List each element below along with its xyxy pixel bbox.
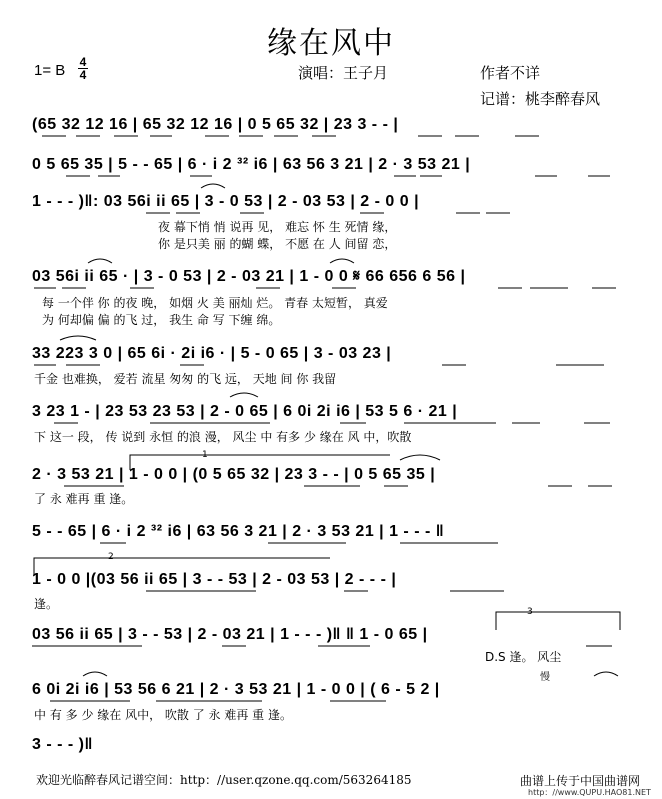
volta-bracket-1 xyxy=(130,455,390,470)
notation-line: 03 56 ii 65 | 3 - - 53 | 2 - 03 21 | 1 - - - )‖ ‖ 1 - 0 65 | xyxy=(32,626,428,643)
time-sig-bottom: 4 xyxy=(79,68,87,82)
lyric-verse-1: 千金 也难换， 爱若 流星 匆匆 的飞 远， 天地 间 你 我留 xyxy=(34,372,337,386)
lyric-verse-2: 你 是只美 丽 的蝴 蝶， 不愿 在 人 间留 恋， xyxy=(158,237,397,251)
lyric-verse-1: 夜 幕下悄 悄 说再 见， 难忘 怀 生 死情 缘， xyxy=(158,220,397,234)
notation-line: 3 - - - )‖ xyxy=(32,736,93,753)
volta-number-1: 1 xyxy=(202,450,208,460)
slow-tempo-mark: 慢 xyxy=(540,672,550,683)
lyric-verse-1: 了 永 难再 重 逢。 xyxy=(34,492,134,506)
lyric-verse-1: 每 一个伴 你 的夜 晚， 如烟 火 美 丽灿 烂。 青春 太短暂， 真爱 xyxy=(42,296,388,310)
watermark-site-name: 曲谱上传于中国曲谱网 xyxy=(520,774,641,788)
volta-bracket-3 xyxy=(496,612,620,630)
volta-number-2: 2 xyxy=(108,552,114,562)
volta-number-3: 3 xyxy=(527,607,533,617)
notation-line: 1 - 0 0 |(03 56 ii 65 | 3 - - 53 | 2 - 03 53 | 2 - - - | xyxy=(32,571,397,588)
lyric-verse-1: 下 这一 段， 传 说到 永恒 的浪 漫， 风尘 中 有多 少 缘在 风 中，吹散 xyxy=(34,430,412,444)
singer-credit: 演唱：王子月 xyxy=(298,64,389,82)
transcriber-credit: 记谱：桃李醉春风 xyxy=(480,90,601,108)
lyric-verse-1: 逢。 xyxy=(34,597,59,611)
slur xyxy=(88,259,112,263)
notation-line: 1 - - - )‖: 03 56i ii 65 | 3 - 0 53 | 2 - 03 53 | 2 - 0 0 | xyxy=(32,193,420,210)
time-sig-top: 4 xyxy=(79,55,87,69)
notation-line: 6 0i 2i i6 | 53 56 6 21 | 2 · 3 53 21 | 1 - 0 0 | ( 6 - 5 2 | xyxy=(32,681,440,698)
notation-line: 03 56i ii 65 · | 3 - 0 53 | 2 - 03 21 | 1 - 0 0 𝄋 66 656 6 56 | xyxy=(32,268,466,285)
slur xyxy=(400,455,440,460)
composer-credit: 作者不详 xyxy=(480,64,541,82)
notation-line: (65 32 12 16 | 65 32 12 16 | 0 5 65 32 | 23 3 - - | xyxy=(32,116,399,133)
notation-line: 33 223 3 0 | 65 6i · 2i i6 · | 5 - 0 65 | 3 - 03 23 | xyxy=(32,345,392,362)
key-signature: 1= B xyxy=(34,62,66,79)
song-title: 缘在风中 xyxy=(267,26,395,61)
lyric-verse-1: 中 有 多 少 缘在 风中， 吹散 了 永 难再 重 逢。 xyxy=(34,708,292,722)
lyric-verse-1: D.S 逢。 风尘 xyxy=(485,650,562,664)
notation-line: 3 23 1 - | 23 53 23 53 | 2 - 0 65 | 6 0i 2i i6 | 53 5 6 · 21 | xyxy=(32,403,458,420)
watermark-url: http：//www.QUPU.HAO81.NET xyxy=(528,788,651,797)
volta-bracket-2 xyxy=(34,558,330,576)
notation-line: 5 - - 65 | 6 · i 2 ³² i6 | 63 56 3 21 | 2 · 3 53 21 | 1 - - - ‖ xyxy=(32,523,445,540)
footer-credit: 欢迎光临醉春风记谱空间：http：//user.qzone.qq.com/563264185 xyxy=(36,773,412,787)
slur xyxy=(60,336,96,340)
notation-line: 2 · 3 53 21 | 1 - 0 0 | (0 5 65 32 | 23 3 - - | 0 5 65 35 | xyxy=(32,466,436,483)
lyric-verse-2: 为 何却偏 偏 的飞 过， 我生 命 写 下缠 绵。 xyxy=(42,313,281,327)
slur xyxy=(594,672,618,676)
slur xyxy=(201,184,225,188)
notation-line: 0 5 65 35 | 5 - - 65 | 6 · i 2 ³² i6 | 63 56 3 21 | 2 · 3 53 21 | xyxy=(32,156,471,173)
slur xyxy=(230,393,258,397)
slur xyxy=(330,259,354,263)
slur xyxy=(83,672,107,676)
